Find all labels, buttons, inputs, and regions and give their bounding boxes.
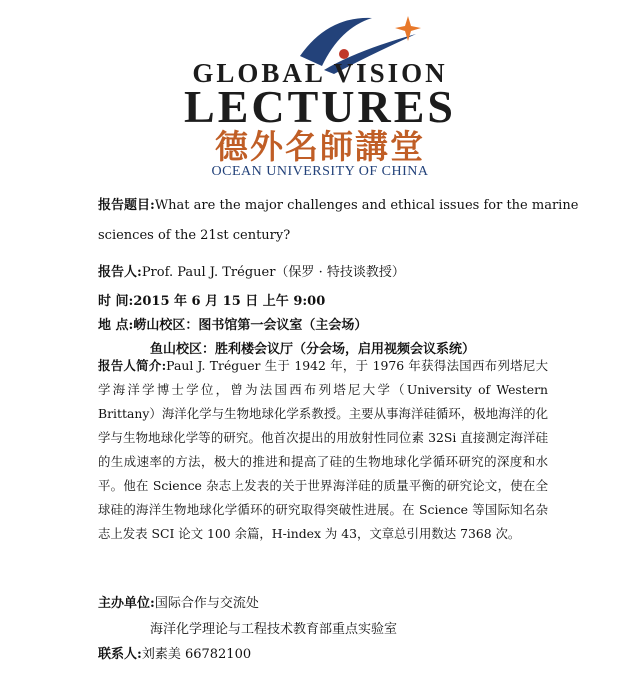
host-value2: 海洋化学理论与工程技术教育部重点实验室: [150, 622, 398, 637]
topic-label: 报告题目:: [98, 198, 155, 213]
bio-label: 报告人简介:: [98, 358, 167, 373]
time-row: [98, 290, 325, 309]
place-value2: 鱼山校区：胜利楼会议厅（分会场，启用视频会议系统）: [150, 342, 476, 357]
bio-paragraph: [98, 354, 548, 546]
host-label: 主办单位:: [98, 596, 155, 611]
speaker-row: [98, 261, 405, 280]
topic-line2: sciences of the 21st century?: [98, 228, 291, 243]
logo-global-vision: GLOBAL VISION: [192, 58, 448, 88]
topic-line1: [98, 194, 578, 213]
logo-university: OCEAN UNIVERSITY OF CHINA: [211, 164, 429, 179]
logo-chinese-title: 德外名師講堂: [215, 130, 425, 166]
contact-value: 刘素美 66782100: [141, 647, 252, 662]
contact-row: [98, 643, 251, 662]
topic-text1: What are the major challenges and ethical issues for the marine: [154, 198, 579, 213]
speaker-label: 报告人:: [98, 265, 142, 280]
speaker-value: Prof. Paul J. Tréguer（保罗 · 特技谈教授）: [141, 265, 405, 280]
time-label: 时 间:: [98, 294, 134, 309]
place-value1: 崂山校区：图书馆第一会议室（主会场）: [133, 318, 368, 333]
place-row: [98, 314, 367, 333]
logo-lectures: LECTURES: [184, 81, 456, 132]
place-label: 地 点:: [98, 318, 134, 333]
bio-text: Paul J. Tréguer 生于 1942 年，于 1976 年获得法国西布列塔尼大学海洋学博士学位，曾为法国西布列塔尼大学（University of Western Brittany）海洋化学与生物地球化学系教授。主要从事海洋硅循环，极地海洋的化学与生物地球化学等的研究。他首次提出的用放射性同位素 32Si 直接测定海洋硅的生成速率的方法，极大的推进和提高了硅的生物地球化学循环研究的深度和水平。他在 Science 杂志上发表的关于世界海洋硅的质量平衡的研究论文，使在全球硅的海洋生物地球化学循环的研究取得突破性进展。在 Science 等国际知名杂志上发表 SCI 论文 100 余篇，H-index 为 43，文章总引用数达 7368 次。: [98, 358, 548, 541]
host-row: [98, 592, 259, 611]
global-vision-logo: [0, 0, 640, 190]
contact-label: 联系人:: [98, 647, 142, 662]
host-value1: 国际合作与交流处: [154, 596, 259, 611]
time-value: 2015 年 6 月 15 日 上午 9:00: [133, 294, 326, 309]
